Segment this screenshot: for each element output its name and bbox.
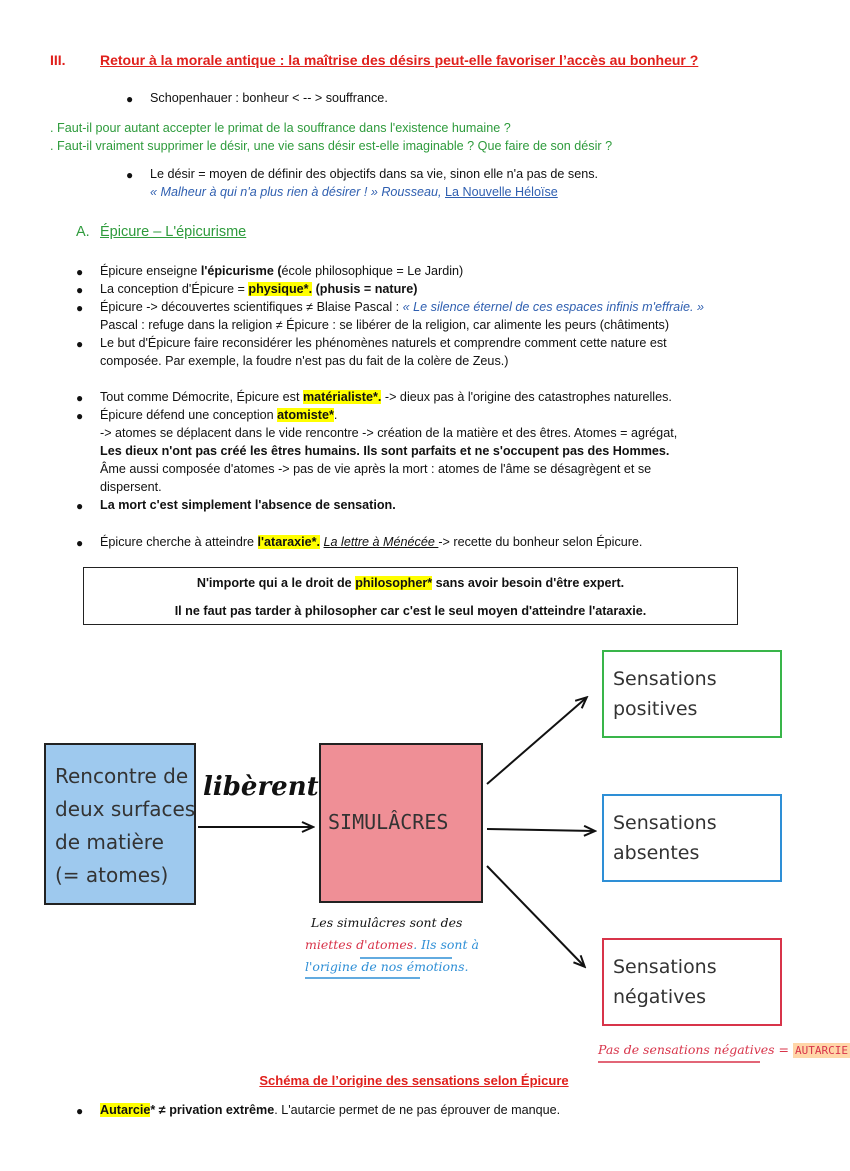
bullet-dot: ●: [76, 301, 84, 315]
bullet-autarcie: Autarcie* ≠ privation extrême. L'autarcie permet de ne pas éprouver de manque.: [100, 1103, 561, 1117]
question-1: . Faut-il pour autant accepter le primat de la souffrance dans l'existence humaine ?: [50, 121, 511, 135]
bullet-dot: ●: [76, 499, 84, 513]
section-title: Retour à la morale antique : la maîtrise des désirs peut-elle favoriser l’accès au bonheur ?: [100, 52, 699, 68]
atomiste-line3: Les dieux n'ont pas créé les êtres humains. Ils sont parfaits et ne s'occupent pas des Hommes.: [100, 444, 670, 458]
atomiste-line4: Âme aussi composée d'atomes -> pas de vie après la mort : atomes de l'âme se désagrègent et se: [100, 462, 652, 476]
bullet-ataraxie: Épicure cherche à atteindre l'ataraxie*. La lettre à Ménécée -> recette du bonheur selon Épicure.: [100, 535, 643, 549]
arrow-negative: [487, 866, 584, 966]
bullet-epicurisme: Épicure enseigne l'épicurisme (école philosophique = Le Jardin): [100, 264, 464, 278]
simulacres-label: SIMULÂCRES: [328, 810, 449, 834]
menecee-link[interactable]: La lettre à Ménécée: [323, 535, 439, 549]
work-link[interactable]: La Nouvelle Héloïse: [445, 185, 558, 199]
source-text: Rencontre de deux surfaces de matière (= atomes): [55, 764, 196, 887]
bullet-mort: La mort c'est simplement l'absence de sensation.: [100, 498, 396, 512]
bullet-dot: ●: [126, 168, 134, 182]
rousseau-quote: [150, 185, 558, 199]
positive-text: Sensations positives: [613, 668, 717, 720]
bullet-dot: ●: [76, 536, 84, 550]
box-line-1: N'importe qui a le droit de philosopher* sans avoir besoin d'être expert.: [196, 576, 625, 590]
bullet-physique: La conception d'Épicure = physique*. (phusis = nature): [100, 282, 418, 296]
negative-text: Sensations négatives: [613, 956, 717, 1008]
bullet-materialiste: Tout comme Démocrite, Épicure est matérialiste*. -> dieux pas à l'origine des catastrophes naturelles.: [100, 390, 672, 404]
subsection-title: Épicure – L'épicurisme: [100, 224, 247, 240]
philosophy-box: [83, 567, 738, 625]
bullet-dot: ●: [76, 409, 84, 423]
atomiste-line5: dispersent.: [100, 480, 162, 494]
arrow-positive: [487, 698, 586, 784]
schopenhauer-line: Schopenhauer : bonheur < -- > souffrance.: [150, 91, 388, 105]
bullet-dot: ●: [126, 92, 134, 106]
bullet-dot: ●: [76, 1104, 84, 1118]
question-2: . Faut-il vraiment supprimer le désir, une vie sans désir est-elle imaginable ? Que faire de son désir ?: [50, 139, 613, 153]
simulacres-note: Les simulâcres sont des miettes d'atomes. Ils sont à l'origine de nos émotions.: [305, 915, 479, 974]
desire-definition: Le désir = moyen de définir des objectifs dans sa vie, sinon elle n'a pas de sens.: [150, 167, 599, 181]
bullet-atomiste: Épicure défend une conception atomiste*.: [100, 408, 338, 422]
quote-text: « Malheur à qui n'a plus rien à désirer ! » Rousseau,: [150, 185, 446, 199]
arrow-absent: [487, 829, 594, 831]
absent-text: Sensations absentes: [613, 812, 717, 864]
bullet-dot: ●: [76, 265, 84, 279]
bullet-pascal: Épicure -> découvertes scientifiques ≠ Blaise Pascal : « Le silence éternel de ces espaces infinis m'effraie. »: [100, 300, 704, 314]
section-number: III.: [50, 52, 66, 68]
box-line-2: Il ne faut pas tarder à philosopher car c'est le seul moyen d'atteindre l'ataraxie.: [174, 604, 647, 618]
bullet-dot: ●: [76, 337, 84, 351]
diagram-caption: Schéma de l’origine des sensations selon Épicure: [259, 1073, 569, 1088]
autarcie-note: Pas de sensations négatives = AUTARCIE: [598, 1042, 848, 1057]
bullet-nature-line1: Le but d'Épicure faire reconsidérer les phénomènes naturels et comprendre comment cette nature est: [100, 336, 667, 350]
liberent-label: libèrent: [203, 772, 319, 802]
atomiste-line2: -> atomes se déplacent dans le vide rencontre -> création de la matière et des êtres. Atomes = agrégat,: [100, 426, 678, 440]
bullet-dot: ●: [76, 391, 84, 405]
subsection-letter: A.: [76, 224, 90, 240]
bullet-pascal-line2: Pascal : refuge dans la religion ≠ Épicure : se libérer de la religion, car alimente les peurs (châtiments): [100, 318, 670, 332]
bullet-dot: ●: [76, 283, 84, 297]
autarcie-tag: AUTARCIE: [795, 1044, 848, 1057]
bullet-nature-line2: composée. Par exemple, la foudre n'est pas du fait de la colère de Zeus.): [100, 354, 509, 368]
